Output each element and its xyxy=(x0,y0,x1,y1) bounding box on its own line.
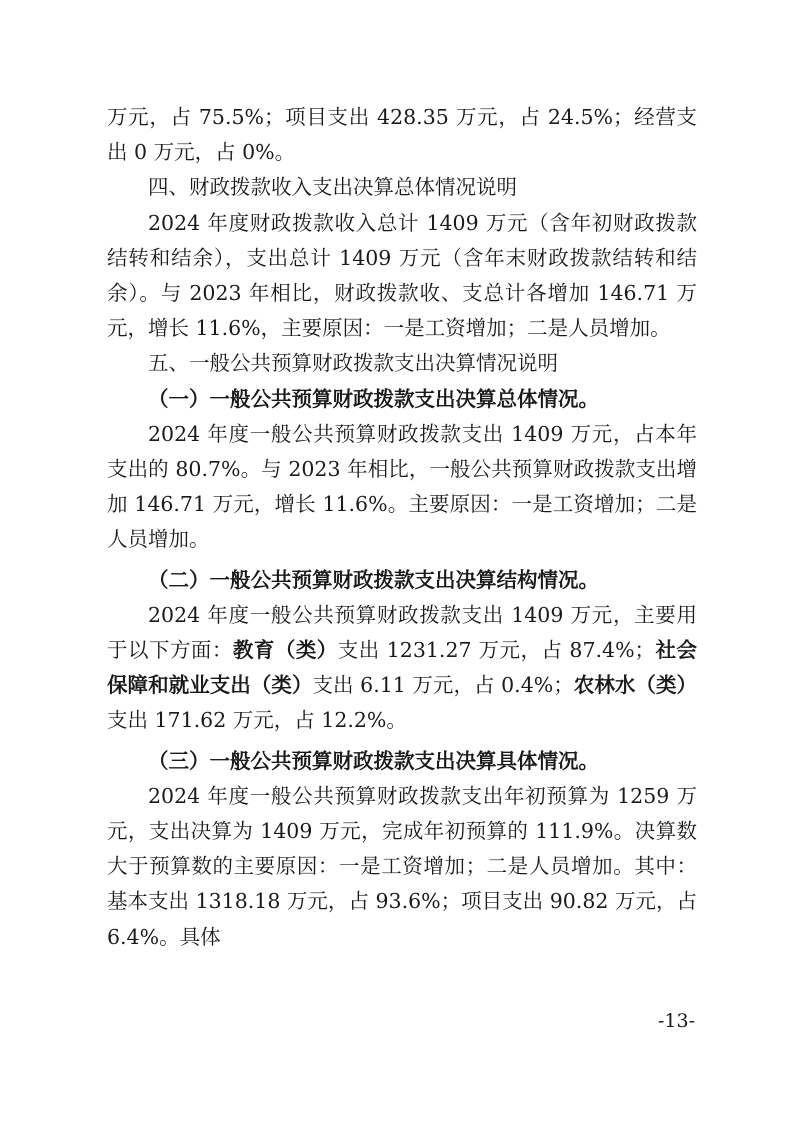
structure-lead: 2024 年度一般公共预算财政拨款支出 1409 万元，主要用于以下方面： xyxy=(107,602,697,663)
subsection-heading-1: （一）一般公共预算财政拨款支出决算总体情况。 xyxy=(148,386,599,411)
category-agriculture-value: 支出 171.62 万元，占 12.2%。 xyxy=(107,708,407,733)
category-social-security-value: 支出 6.11 万元，占 0.4%； xyxy=(312,673,574,698)
paragraph-general-budget-structure xyxy=(107,598,697,739)
category-agriculture: 农林水（类） xyxy=(573,673,698,698)
section-heading-4: 四、财政拨款收入支出决算总体情况说明 xyxy=(148,175,517,200)
page-number: -13- xyxy=(657,1010,695,1032)
category-education-value: 支出 1231.27 万元，占 87.4%； xyxy=(337,638,656,663)
category-social-security: 社会保障和就业支出（类） xyxy=(107,638,698,698)
paragraph-fiscal-total: 2024 年度财政拨款收入总计 1409 万元（含年初财政拨款结转和结余），支出总计 1409 万元（含年末财政拨款结转和结余）。与 2023 年相比，财政拨款收、支总计各增加 146.71 万元，增长 11.6%，主要原因：一是工资增加；二是人员增加。 xyxy=(107,210,697,341)
subsection-heading-3: （三）一般公共预算财政拨款支出决算具体情况。 xyxy=(148,748,599,773)
paragraph-general-budget-detail: 2024 年度一般公共预算财政拨款支出年初预算为 1259 万元，支出决算为 1409 万元，完成年初预算的 111.9%。决算数大于预算数的主要原因：一是工资增加；二是人员增加。其中：基本支出 1318.18 万元，占 93.6%；项目支出 90.82 万元，占 6.4%。具体 xyxy=(107,783,697,949)
document-body xyxy=(107,100,697,955)
section-heading-5: 五、一般公共预算财政拨款支出决算情况说明 xyxy=(148,351,558,376)
category-education: 教育（类） xyxy=(232,638,338,663)
paragraph-general-budget-overall: 2024 年度一般公共预算财政拨款支出 1409 万元，占本年支出的 80.7%。与 2023 年相比，一般公共预算财政拨款支出增加 146.71 万元，增长 11.6%。主要原因：一是工资增加；二是人员增加。 xyxy=(107,421,697,552)
subsection-heading-2: （二）一般公共预算财政拨款支出决算结构情况。 xyxy=(148,567,599,592)
paragraph-expense-breakdown-continued: 万元，占 75.5%；项目支出 428.35 万元，占 24.5%；经营支出 0 万元，占 0%。 xyxy=(107,105,697,165)
